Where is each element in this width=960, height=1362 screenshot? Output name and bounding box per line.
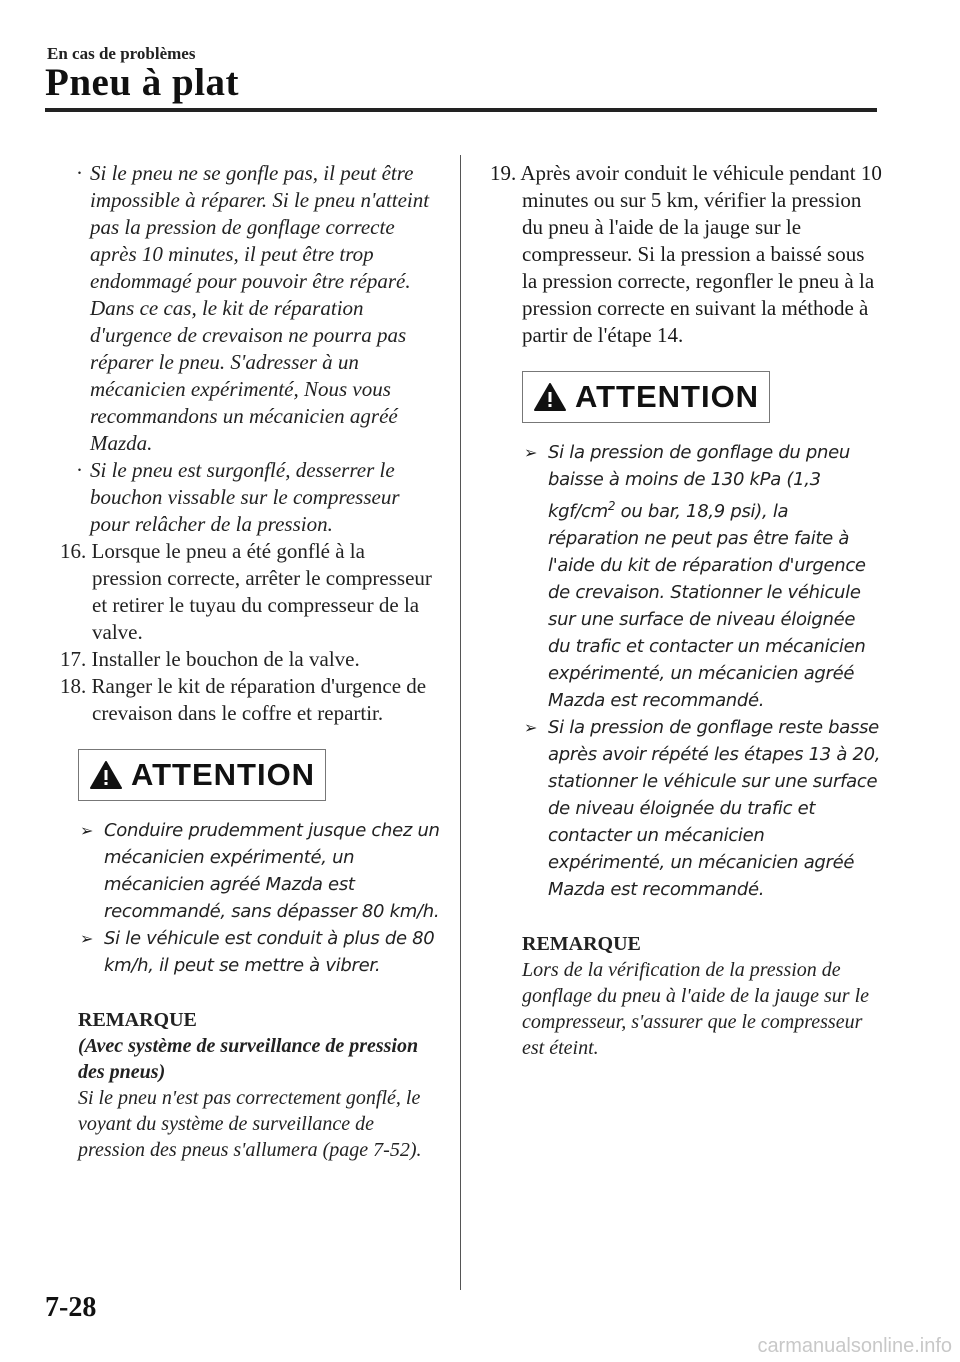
attention-item: ➢ Si la pression de gonflage reste basse après avoir répété les étapes 13 à 20, stationner le véhicule sur une surface de niveau éloignée du trafic et contacter un mécanicien expérimenté, un mécanicien agréé Mazda est recommandé. (522, 714, 882, 903)
bullet-item: · Si le pneu ne se gonfle pas, il peut être impossible à réparer. Si le pneu n'atteint pas la pression de gonflage correcte après 10 minutes, il peut être trop endommagé pour pouvoir être réparé. Dans ce cas, le kit de réparation d'urgence de crevaison ne pourra pas réparer le pneu. S'adresser à un mécanicien expérimenté, Nous vous recommandons un mécanicien agréé Mazda. (76, 161, 430, 455)
arrow-right-icon: ➢ (80, 929, 94, 948)
note-block (522, 931, 882, 1061)
attention-label: ATTENTION (575, 379, 760, 414)
attention-item: ➢ Si le véhicule est conduit à plus de 80 km/h, il peut se mettre à vibrer. (78, 925, 440, 979)
attention-box (78, 749, 326, 801)
note-heading: REMARQUE (78, 1009, 197, 1031)
right-column (490, 160, 882, 1061)
note-text: Lors de la vérification de la pression de gonflage du pneu à l'aide de la jauge sur le compresseur, s'assurer que le compresseur est éteint. (522, 959, 870, 1059)
bullet-dot-icon: · (76, 161, 83, 185)
note-block (78, 1007, 440, 1163)
attention-box-wrap (522, 371, 882, 423)
warning-triangle-icon (533, 382, 567, 412)
step-item: 16. Lorsque le pneu a été gonflé à la pression correcte, arrêter le compresseur et retirer le tuyau du compresseur de la valve. (60, 539, 432, 644)
section-label: En cas de problèmes (47, 44, 196, 63)
arrow-right-icon: ➢ (524, 443, 538, 462)
arrow-right-icon: ➢ (80, 821, 94, 840)
title-rule (45, 108, 877, 112)
attention-item: ➢ Si la pression de gonflage du pneu baisse à moins de 130 kPa (1,3 kgf/$cm^2$ ou bar, 18,9 psi), la réparation ne peut pas être faite à l'aide du kit de réparation d'urgence de crevaison. Stationner le véhicule sur une surface de niveau éloignée du trafic et contacter un mécanicien expérimenté, un mécanicien agréé Mazda est recommandé. (522, 439, 882, 714)
note-subheading: (Avec système de surveillance de pression des pneus) (78, 1035, 419, 1083)
note-text: Si le pneu n'est pas correctement gonflé, le voyant du système de surveillance de pression des pneus s'allumera (page 7-52). (78, 1087, 422, 1161)
attention-item: ➢ Conduire prudemment jusque chez un mécanicien expérimenté, un mécanicien agréé Mazda est recommandé, sans dépasser 80 km/h. (78, 817, 440, 925)
arrow-right-icon: ➢ (524, 718, 538, 737)
attention-list (78, 817, 440, 979)
warning-triangle-icon (89, 760, 123, 790)
attention-label: ATTENTION (131, 757, 316, 792)
bullet-dot-icon: · (76, 458, 83, 482)
page-number: 7-28 (45, 1292, 97, 1323)
bullet-list (60, 160, 440, 538)
left-column (60, 160, 440, 1163)
bullet-item: · Si le pneu est surgonflé, desserrer le bouchon vissable sur le compresseur pour relâcher de la pression. (76, 458, 400, 536)
step-item: 17. Installer le bouchon de la valve. (60, 647, 360, 671)
step-item: 18. Ranger le kit de réparation d'urgence de crevaison dans le coffre et repartir. (60, 674, 427, 725)
attention-box-wrap (78, 749, 440, 801)
steps-list (46, 538, 440, 727)
attention-list (522, 439, 882, 903)
column-divider (460, 155, 461, 1290)
page-title: Pneu à plat (45, 61, 240, 104)
step-item: 19. Après avoir conduit le véhicule pendant 10 minutes ou sur 5 km, vérifier la pression du pneu à l'aide de la jauge sur le compresseur. Si la pression a baissé sous la pression correcte, regonfler le pneu à la pression correcte en suivant la méthode à partir de l'étape 14. (490, 161, 882, 347)
attention-box (522, 371, 770, 423)
watermark: carmanualsonline.info (757, 1335, 952, 1357)
note-heading: REMARQUE (522, 933, 641, 955)
